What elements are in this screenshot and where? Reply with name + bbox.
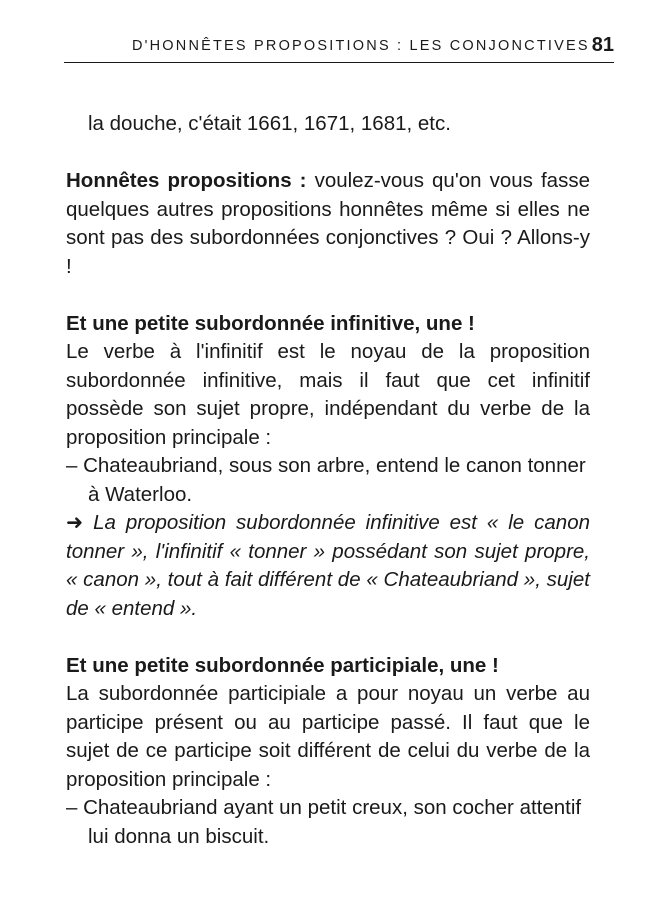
participiale-definition: La subordonnée participiale a pour noyau un verbe au participe présent ou au participe passé. Il faut que le sujet de ce participe soit différent de celui du verbe de la proposition principale : bbox=[66, 682, 590, 791]
infinitive-explanation bbox=[66, 509, 590, 623]
explanation-text: La proposition subordonnée infinitive est « le canon tonner », l'infinitif « tonner » possédant son sujet propre, « canon », tout à fait différent de « Chateaubriand », sujet de « entend ». bbox=[66, 511, 590, 620]
infinitive-definition: Le verbe à l'infinitif est le noyau de la proposition subordonnée infinitive, mais il faut que cet infinitif possède son sujet propre, indépendant du verbe de la proposition principale : bbox=[66, 340, 590, 449]
page-body bbox=[66, 110, 590, 851]
page-number: 81 bbox=[591, 34, 614, 56]
participiale-example: – Chateaubriand ayant un petit creux, son cocher attentif lui donna un biscuit. bbox=[66, 796, 582, 848]
section-honnetes-propositions bbox=[66, 167, 590, 281]
continuation-paragraph: la douche, c'était 1661, 1671, 1681, etc. bbox=[88, 112, 451, 135]
infinitive-example: – Chateaubriand, sous son arbre, entend le canon tonner à Waterloo. bbox=[66, 454, 586, 506]
arrow-icon: ➜ bbox=[66, 511, 84, 534]
section-text: voulez-vous qu'on vous fasse quelques autres propositions honnêtes même si elles ne sont pas des subordonnées conjonctives ? Oui ? Allons-y ! bbox=[66, 169, 590, 278]
section-participiale-heading: Et une petite subordonnée participiale, une ! bbox=[66, 653, 499, 677]
section-infinitive-heading: Et une petite subordonnée infinitive, une ! bbox=[66, 311, 475, 335]
running-header bbox=[64, 36, 614, 63]
section-heading: Honnêtes propositions : bbox=[66, 169, 307, 192]
running-title: D'HONNÊTES PROPOSITIONS : LES CONJONCTIVES bbox=[132, 38, 590, 54]
